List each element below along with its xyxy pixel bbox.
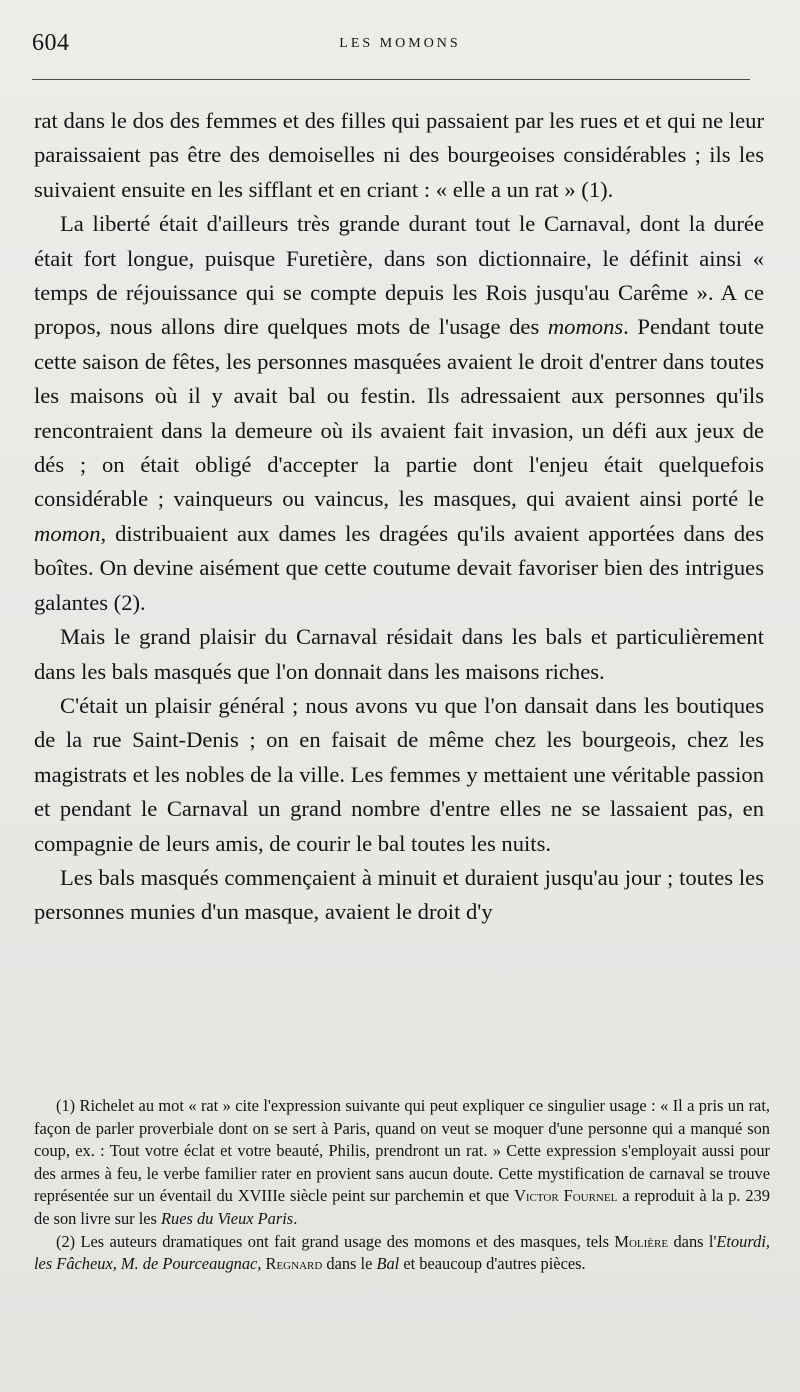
paragraph-4: C'était un plaisir général ; nous avons vu que l'on dansait dans les boutiques de la rue Saint-Denis ; on en faisait de même chez les bourgeois, chez les magistrats et les nobles de la ville. Les femmes y mettaient une véritable passion et pendant le Carnaval un grand nombre d'entre elles ne se lassaient pas, en compagnie de leurs amis, de courir le bal toutes les nuits.: [34, 692, 764, 856]
paragraph-1: rat dans le dos des femmes et des filles qui passaient par les rues et et qui ne leur paraissaient pas être des demoiselles ni des bourgeoises considérables ; ils les suivaient ensuite en les sifflant et en criant : « elle a un rat » (1).: [34, 108, 764, 202]
footnote-2-titles: Etourdi, les Fâcheux, M. de Pourceaugnac: [34, 1231, 770, 1274]
footnote-2-part-b: dans l': [668, 1231, 717, 1251]
paragraph-2: [34, 207, 764, 620]
main-text: [34, 104, 764, 930]
paragraph-5: Les bals masqués commençaient à minuit et duraient jusqu'au jour ; toutes les personnes munies d'un masque, avaient le droit d'y: [34, 864, 764, 925]
paragraph-2-part-c: , distribuaient aux dames les dragées qu'ils avaient apportées dans des boîtes. On devine aisément que cette coutume devait favoriser bien des intrigues galantes (2).: [34, 520, 764, 615]
italic-term-momon: momon: [34, 520, 101, 546]
paragraph-2-part-b: . Pendant toute cette saison de fêtes, les personnes masquées avaient le droit d'entrer dans toutes les maisons où il y avait bal ou festin. Ils adressaient aux personnes qu'ils rencontraient dans la demeure où ils avaient fait invasion, un défi aux jeux de dés ; on était obligé d'accepter la partie dont l'enjeu était quelquefois considérable ; vainqueurs ou vaincus, les masques, qui avaient ainsi porté le: [34, 314, 764, 512]
footnote-1-book-title: Rues du Vieux Paris: [161, 1208, 294, 1228]
footnote-1-author: Victor Fournel: [514, 1186, 618, 1206]
footnote-2-part-c: ,: [257, 1254, 266, 1274]
footnote-2-author-moliere: Molière: [614, 1231, 669, 1251]
page-header: [30, 30, 770, 70]
running-title: LES MOMONS: [339, 36, 461, 51]
italic-term-momons: momons: [547, 314, 624, 340]
footnote-1-part-a: (1) Richelet au mot « rat » cite l'expression suivante qui peut expliquer ce singulier usage : « Il a pris un rat, façon de parler proverbiale dont on se sert à Paris, quand on veut se moquer d'une personne qui a manqué son coup, ex. : Tout votre éclat et votre beauté, Philis, prendront un rat. » Cette expression s'employait aussi pour des armes à feu, le verbe familier rater en provient sans aucun doute. Cette mystification de carnaval se trouve représentée sur un éventail du XVIIIe siècle peint sur parchemin et que: [34, 1096, 770, 1206]
footnote-1: [34, 1095, 770, 1231]
page-number: 604: [32, 30, 70, 56]
header-rule: [32, 79, 750, 80]
footnote-2-title-bal: Bal: [376, 1254, 400, 1274]
footnotes: [34, 1095, 770, 1276]
footnote-2-part-a: (2) Les auteurs dramatiques ont fait grand usage des momons et des masques, tels: [56, 1231, 615, 1251]
footnote-2-part-e: et beaucoup d'autres pièces.: [399, 1254, 586, 1274]
paragraph-2-part-a: La liberté était d'ailleurs très grande durant tout le Carnaval, dont la durée était fort longue, puisque Furetière, dans son dictionnaire, le définit ainsi « temps de réjouissance qui se compte depuis les Rois jusqu'au Carême ». A ce propos, nous allons dire quelques mots de l'usage des: [34, 211, 764, 340]
footnote-2: [34, 1231, 770, 1276]
footnote-2-author-regnard: Regnard: [265, 1254, 323, 1274]
footnote-1-part-c: .: [293, 1208, 298, 1228]
footnote-2-part-d: dans le: [322, 1254, 377, 1274]
footnote-1-part-b: a reproduit à la p. 239 de son livre sur les: [34, 1186, 770, 1228]
paragraph-3: Mais le grand plaisir du Carnaval résidait dans les bals et particulièrement dans les bals masqués que l'on donnait dans les maisons riches.: [34, 624, 764, 684]
